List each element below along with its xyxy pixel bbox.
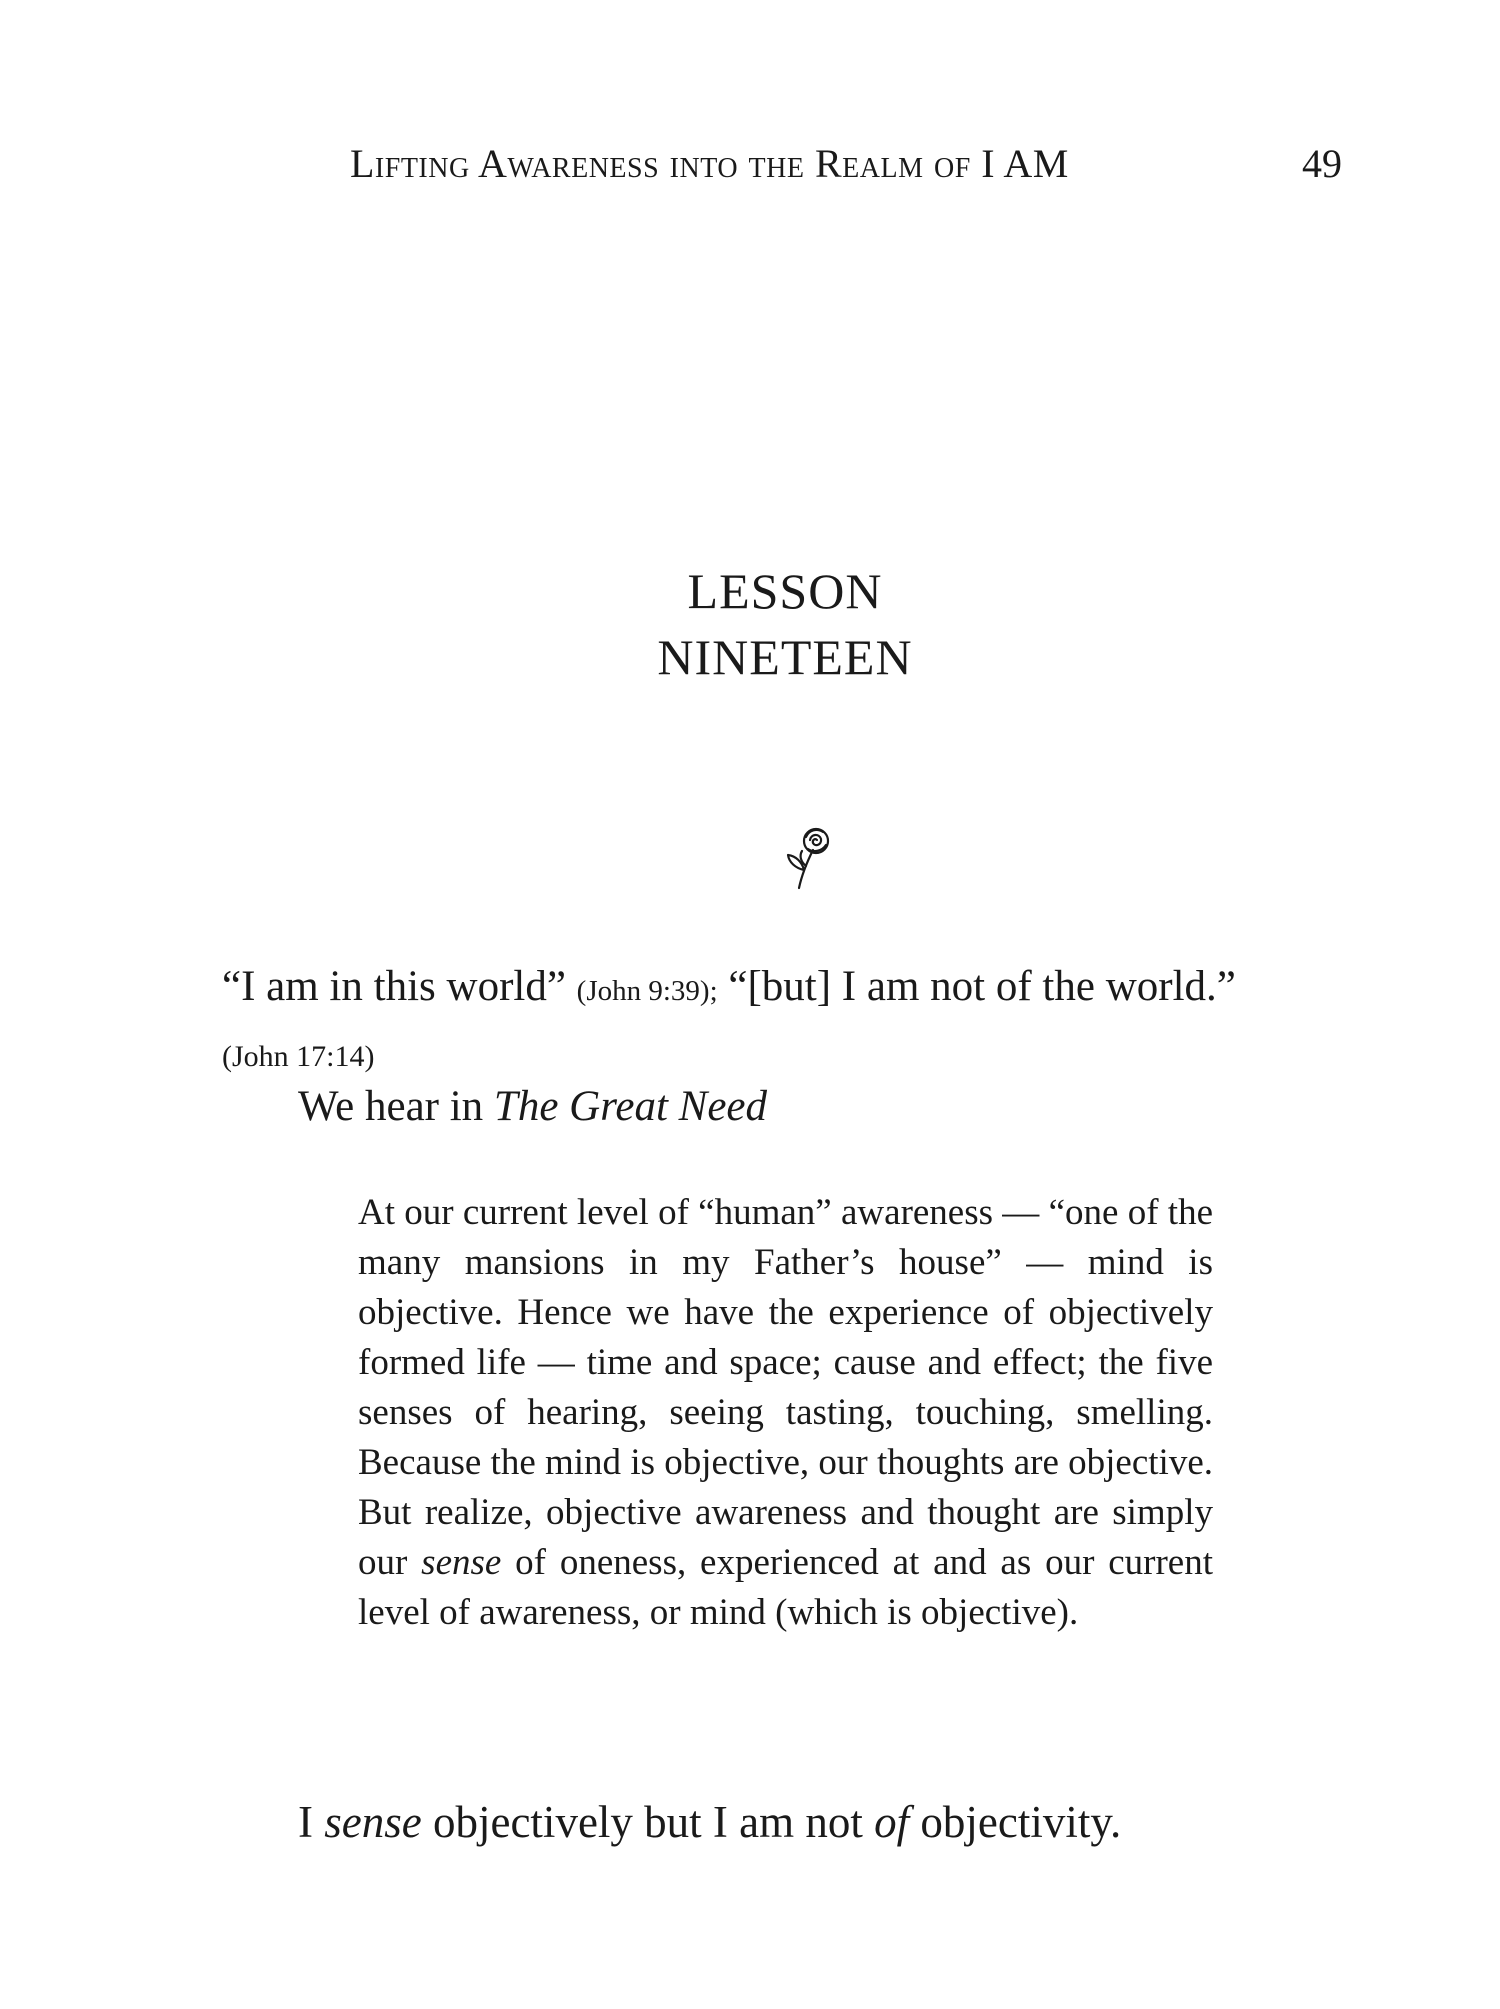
- closing-part-1: I: [298, 1797, 325, 1847]
- block-quote-emphasis: sense: [421, 1542, 502, 1583]
- lesson-heading: [0, 558, 1500, 690]
- block-quote-text-2: of oneness, experienced at and as our current level of awareness, or mind (which is objective).: [358, 1542, 1213, 1633]
- closing-statement: [298, 1796, 1121, 1848]
- block-quote-text-1: At our current level of “human” awareness — “one of the many mansions in my Father’s house” — mind is objective. Hence we have the experience of objectively formed life — time and space; cause and effect; the five senses of hearing, seeing tasting, touching, smelling. Because the mind is objective, our thoughts are objective. But realize, objective awareness and thought are simply our: [358, 1192, 1213, 1583]
- lesson-heading-line1: LESSON: [687, 563, 883, 619]
- rose-ornament-icon: [775, 822, 835, 892]
- page-number: 49: [1302, 141, 1342, 186]
- closing-emphasis-1: sense: [324, 1797, 422, 1847]
- lesson-heading-line2: NINETEEN: [657, 629, 913, 685]
- intro-text: We hear in: [298, 1083, 494, 1130]
- closing-part-2: objectively but I am not: [421, 1797, 875, 1847]
- book-title: The Great Need: [493, 1083, 767, 1130]
- block-quote: [358, 1188, 1213, 1638]
- epigraph-reference-1: (John 9:39);: [576, 975, 718, 1007]
- epigraph-quote-2: “[but] I am not of the world.”: [728, 963, 1236, 1010]
- epigraph-line: [222, 962, 1236, 1011]
- epigraph-reference-2: (John 17:14): [222, 1040, 375, 1073]
- running-head-title: Lifting Awareness into the Realm of I AM: [350, 141, 1069, 186]
- closing-emphasis-2: of: [874, 1797, 910, 1847]
- closing-part-3: objectivity.: [909, 1797, 1122, 1847]
- epigraph-quote-1: “I am in this world”: [222, 963, 566, 1010]
- intro-line: [298, 1082, 767, 1131]
